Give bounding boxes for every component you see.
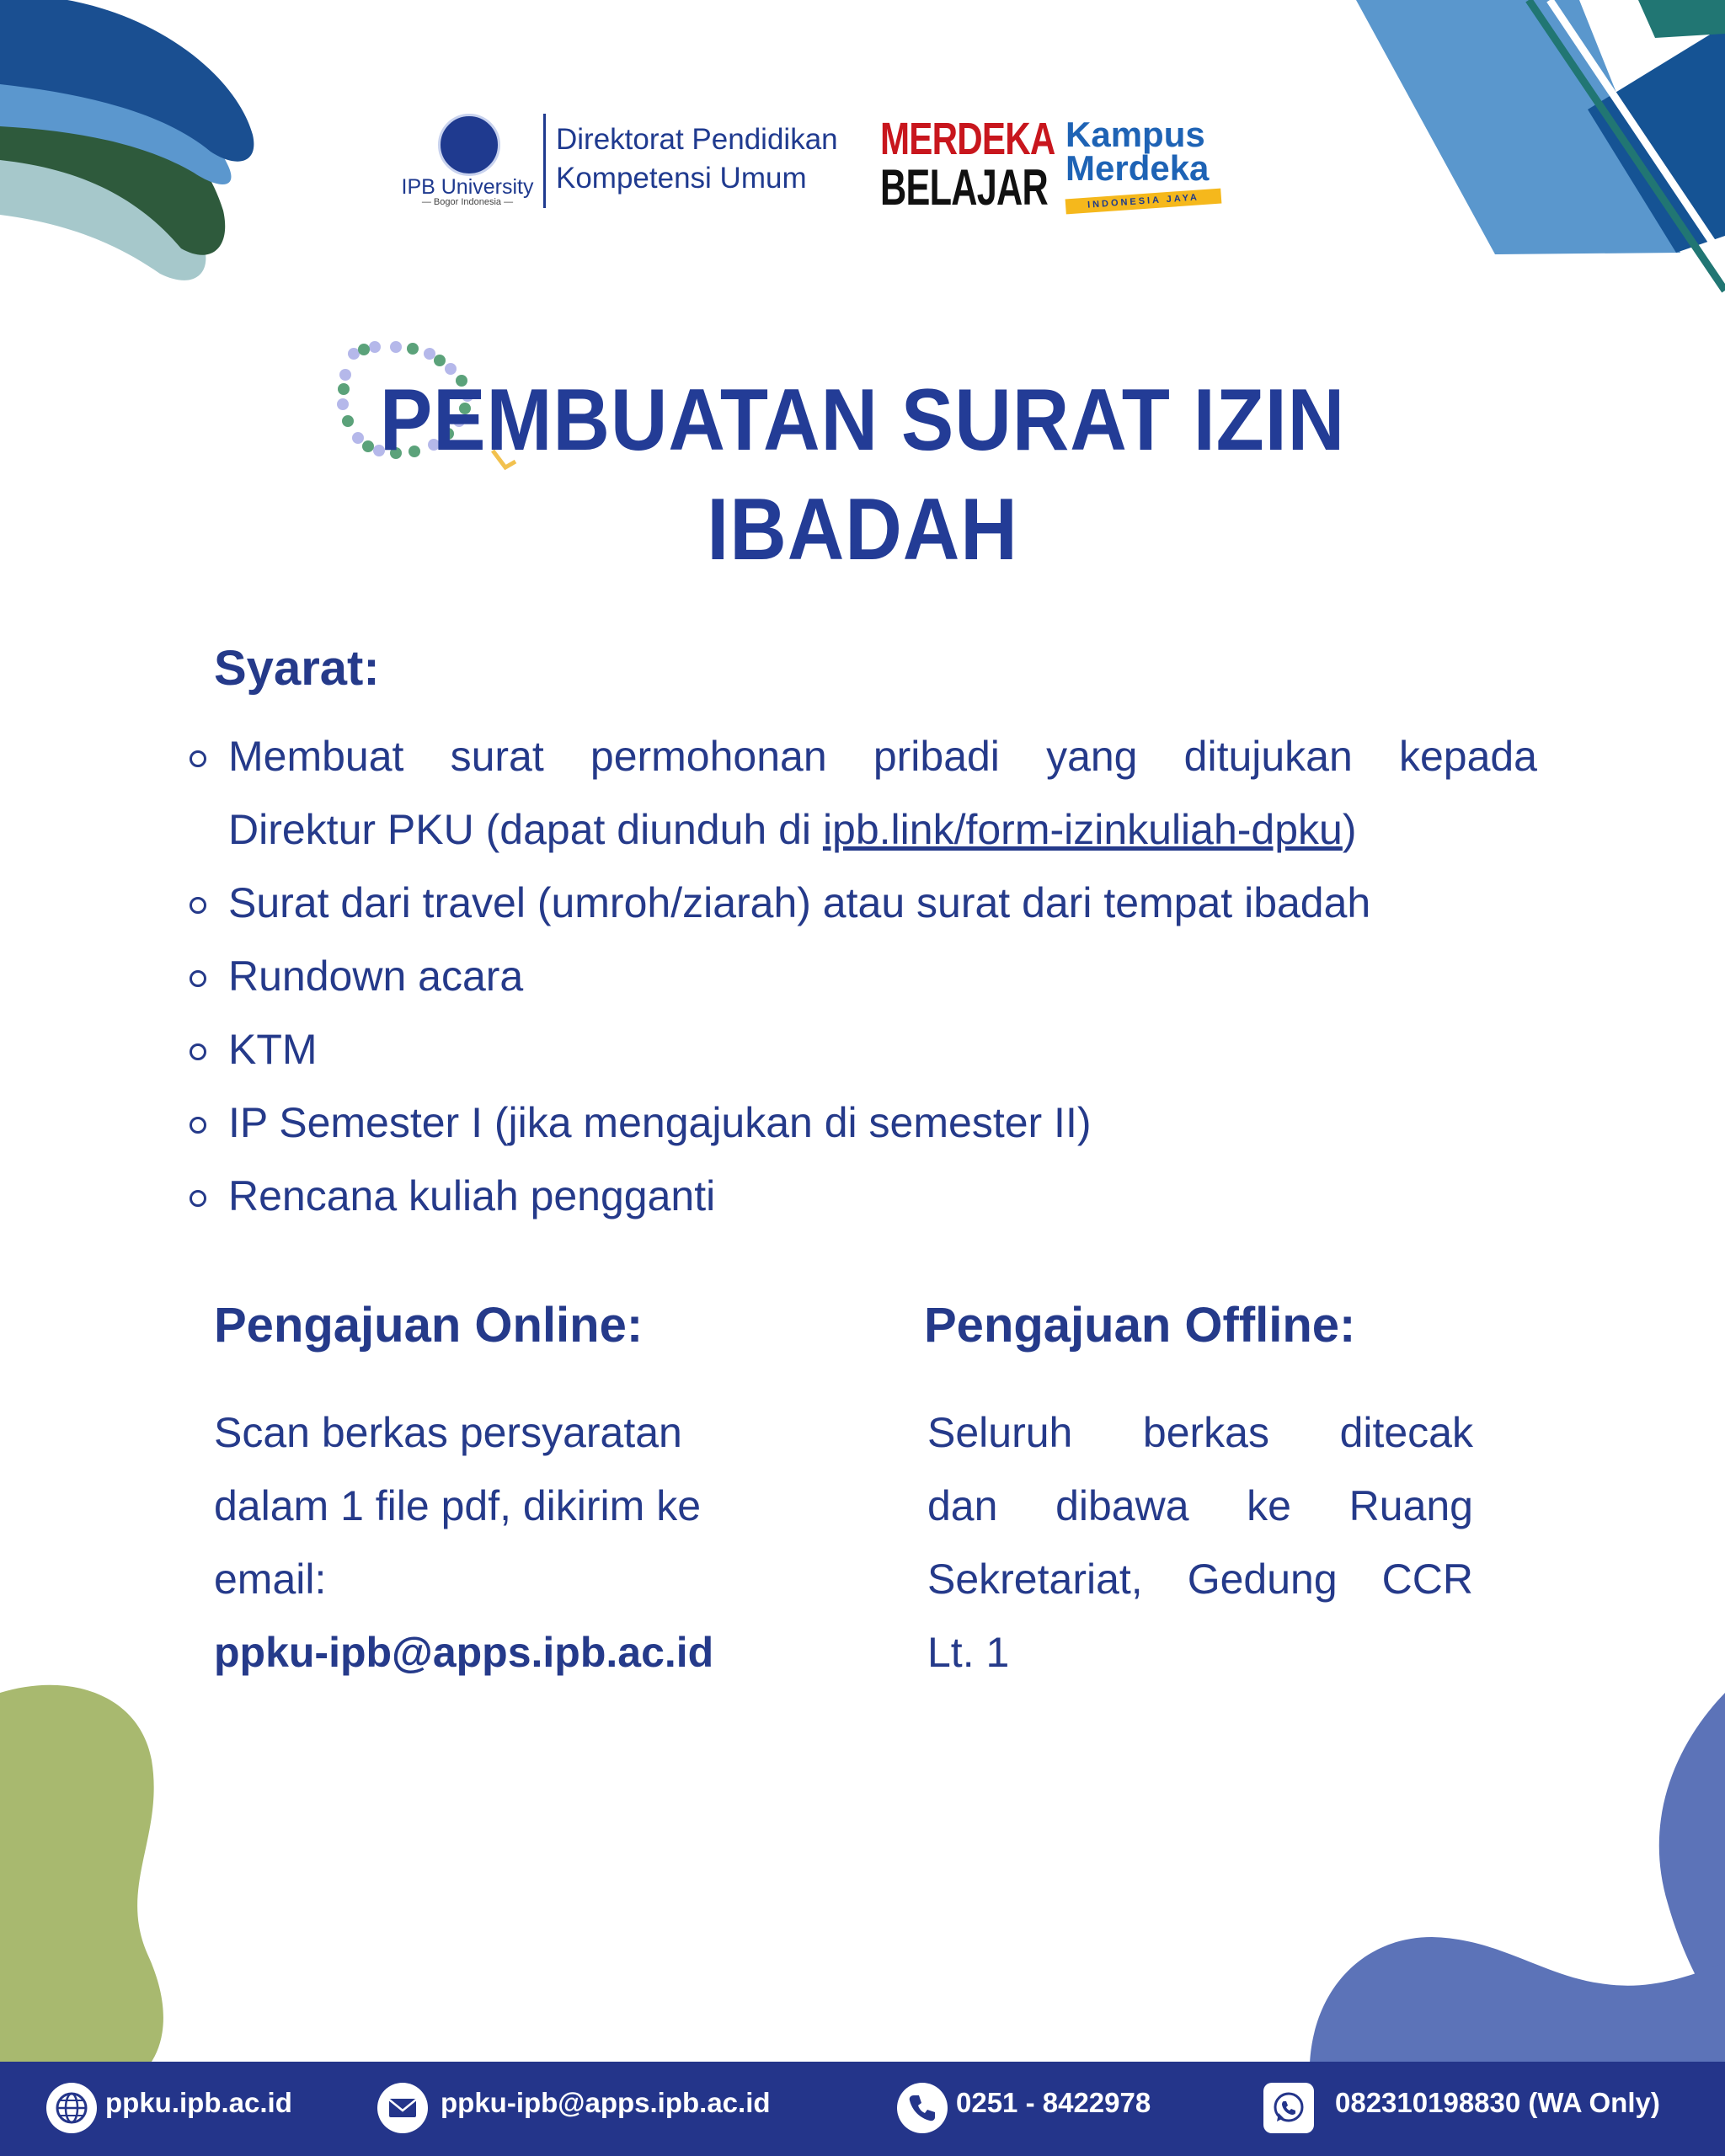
offline-instructions: [927, 1396, 1473, 1689]
online-email[interactable]: ppku-ipb@apps.ipb.ac.id: [214, 1629, 714, 1676]
bottom-right-blob-blue-lower: [1310, 1937, 1725, 2063]
requirements-list: [190, 720, 1537, 1233]
ipb-logo-text: IPB University: [401, 175, 534, 199]
globe-icon: [46, 2083, 97, 2133]
list-item: Rundown acara: [190, 940, 1537, 1013]
online-heading: Pengajuan Online:: [214, 1298, 644, 1353]
kampus-merdeka-logo-top: Kampus: [1065, 115, 1205, 154]
offline-line2: dan dibawa ke Ruang: [927, 1482, 1473, 1529]
header-logos: [396, 109, 1238, 219]
kampus-merdeka-tagline: INDONESIA JAYA: [1065, 189, 1222, 215]
page-title-line1: PEMBUATAN SURAT IZIN: [379, 371, 1346, 469]
online-line1: Scan berkas persyaratan: [214, 1409, 682, 1456]
footer-website-text: ppku.ipb.ac.id: [105, 2087, 292, 2118]
envelope-icon: [377, 2083, 428, 2133]
footer-bar: [0, 2062, 1725, 2156]
requirement-1-text: Membuat surat permohonan pribadi yang ditujukan kepada: [228, 733, 1537, 780]
ipb-seal-logo: [438, 114, 500, 176]
offline-line1: Seluruh berkas ditecak: [927, 1409, 1473, 1456]
ipb-logo-subtext: — Bogor Indonesia —: [421, 197, 514, 207]
online-instructions: [214, 1396, 820, 1689]
phone-icon: [897, 2083, 948, 2133]
footer-whatsapp-text: 082310198830 (WA Only): [1335, 2087, 1660, 2118]
top-right-shape-teal: [1638, 0, 1725, 38]
kampus-merdeka-logo-bottom: Merdeka: [1065, 148, 1210, 188]
online-line2: dalam 1 file pdf, dikirim ke: [214, 1482, 702, 1529]
logo-divider: [543, 114, 546, 208]
offline-line4: Lt. 1: [927, 1629, 1010, 1676]
offline-line3: Sekretariat, Gedung CCR: [927, 1556, 1473, 1603]
page-title-line2: IBADAH: [707, 481, 1018, 579]
requirement-1-close: ): [1342, 806, 1357, 853]
form-download-link[interactable]: ipb.link/form-izinkuliah-dpku: [822, 806, 1343, 853]
footer-phone-text: 0251 - 8422978: [956, 2087, 1151, 2118]
directorate-name-line1: Direktorat Pendidikan: [556, 123, 838, 156]
list-item: IP Semester I (jika mengajukan di semester II): [190, 1086, 1537, 1160]
whatsapp-icon: [1263, 2083, 1314, 2133]
offline-heading: Pengajuan Offline:: [924, 1298, 1356, 1353]
requirement-1-continuation: Direktur PKU (dapat diunduh di: [228, 806, 823, 853]
merdeka-belajar-logo-top: MERDEKA: [880, 114, 1055, 164]
list-item: Rencana kuliah pengganti: [190, 1160, 1537, 1233]
list-item: KTM: [190, 1013, 1537, 1086]
footer-email-text: ppku-ipb@apps.ipb.ac.id: [441, 2087, 771, 2118]
requirements-heading: Syarat:: [214, 641, 380, 696]
merdeka-belajar-logo-bottom: BELAJAR: [880, 159, 1048, 216]
directorate-name-line2: Kompetensi Umum: [556, 162, 807, 195]
bottom-left-blob-green: [0, 1685, 163, 2068]
list-item: Surat dari travel (umroh/ziarah) atau surat dari tempat ibadah: [190, 867, 1537, 940]
online-line3: email:: [214, 1556, 327, 1603]
list-item: [190, 720, 1537, 867]
